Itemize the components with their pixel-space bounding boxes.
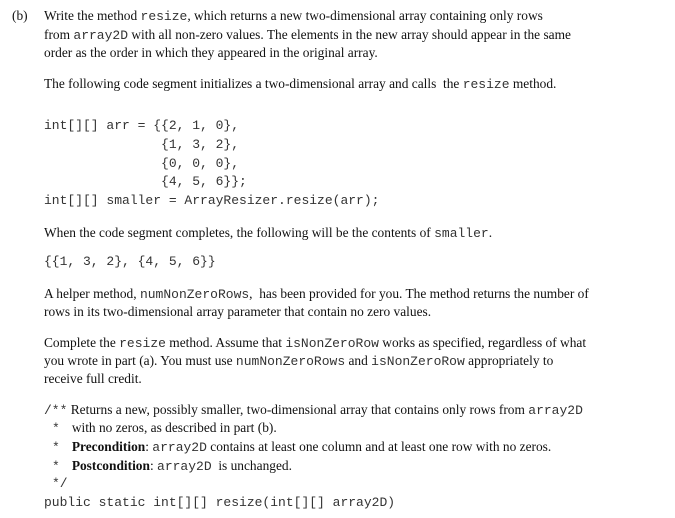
method-name-code: resize — [462, 77, 510, 92]
method-name-code: numNonZeroRows — [235, 354, 346, 369]
intro-text: from — [44, 27, 74, 42]
doc-comment-line-1 — [44, 402, 583, 419]
complete-line-1 — [44, 335, 586, 352]
param-name-code: array2D — [73, 28, 128, 43]
complete-text: Complete the — [44, 335, 120, 350]
comment-open: /** — [44, 403, 68, 418]
method-name-code: numNonZeroRows — [139, 287, 250, 302]
helper-text: , has been provided for you. The method returns the number of — [249, 286, 589, 301]
complete-text: you wrote in part (a). You must use — [44, 353, 236, 368]
doc-comment-line-2 — [52, 420, 277, 437]
completes-line — [44, 225, 492, 242]
code-line: {0, 0, 0}, — [44, 156, 240, 171]
result-code: {{1, 3, 2}, {4, 5, 6}} — [44, 254, 216, 269]
doc-comment-precondition — [52, 439, 551, 456]
code-line: {4, 5, 6}}; — [44, 174, 247, 189]
postcondition-label: Postcondition — [71, 458, 150, 473]
method-name-code: resize — [140, 9, 188, 24]
code-line: {1, 3, 2}, — [44, 137, 240, 152]
comment-star: * — [52, 440, 60, 455]
intro-line-2 — [44, 27, 571, 44]
doc-comment-postcondition — [52, 458, 292, 475]
comment-close: */ — [52, 476, 68, 491]
helper-line-2: rows in its two-dimensional array parameter that contain no zero values. — [44, 304, 432, 319]
method-signature: public static int[][] resize(int[][] array2D) — [44, 495, 396, 510]
helper-text: A helper method, — [44, 286, 140, 301]
following-line — [44, 76, 556, 93]
following-text: method. — [509, 76, 557, 91]
method-name-code: resize — [119, 336, 166, 351]
code-line: int[][] smaller = ArrayResizer.resize(arr); — [44, 193, 380, 208]
doc-text: Returns a new, possibly smaller, two-dimensional array that contains only rows from — [67, 402, 529, 417]
code-line: int[][] arr = {{2, 1, 0}, — [44, 118, 240, 133]
intro-line-3: order as the order in which they appeared in the original array. — [44, 45, 378, 60]
completes-period: . — [488, 225, 493, 240]
complete-line-2 — [44, 353, 553, 370]
variable-name-code: smaller — [434, 226, 489, 241]
helper-line-1 — [44, 286, 589, 303]
completes-text: When the code segment completes, the following will be the contents of — [44, 225, 435, 240]
intro-text: Write the method — [44, 8, 141, 23]
complete-text: appropriately to — [464, 353, 554, 368]
intro-line-1 — [44, 8, 543, 25]
param-name-code: array2D — [157, 459, 212, 474]
complete-text: works as specified, regardless of what — [378, 335, 587, 350]
complete-text: method. Assume that — [165, 335, 286, 350]
complete-line-3: receive full credit. — [44, 371, 142, 386]
comment-star: * — [52, 459, 60, 474]
part-label: (b) — [12, 8, 28, 23]
param-name-code: array2D — [528, 403, 583, 418]
intro-text: , which returns a new two-dimensional array containing only rows — [187, 8, 543, 23]
complete-text: and — [345, 353, 372, 368]
following-text: The following code segment initializes a two-dimensional array and calls the — [44, 76, 463, 91]
doc-text: is unchanged. — [211, 458, 292, 473]
param-name-code: array2D — [152, 440, 207, 455]
doc-text: : — [149, 458, 158, 473]
doc-text: : — [145, 439, 153, 454]
comment-star: * — [52, 421, 60, 436]
precondition-label: Precondition — [71, 439, 146, 454]
doc-text: with no zeros, as described in part (b). — [71, 420, 277, 435]
intro-text: with all non-zero values. The elements in the new array should appear in the same — [128, 27, 571, 42]
doc-text: contains at least one column and at least one row with no zeros. — [206, 439, 552, 454]
method-name-code: isNonZeroRow — [285, 336, 379, 351]
method-name-code: isNonZeroRow — [371, 354, 465, 369]
